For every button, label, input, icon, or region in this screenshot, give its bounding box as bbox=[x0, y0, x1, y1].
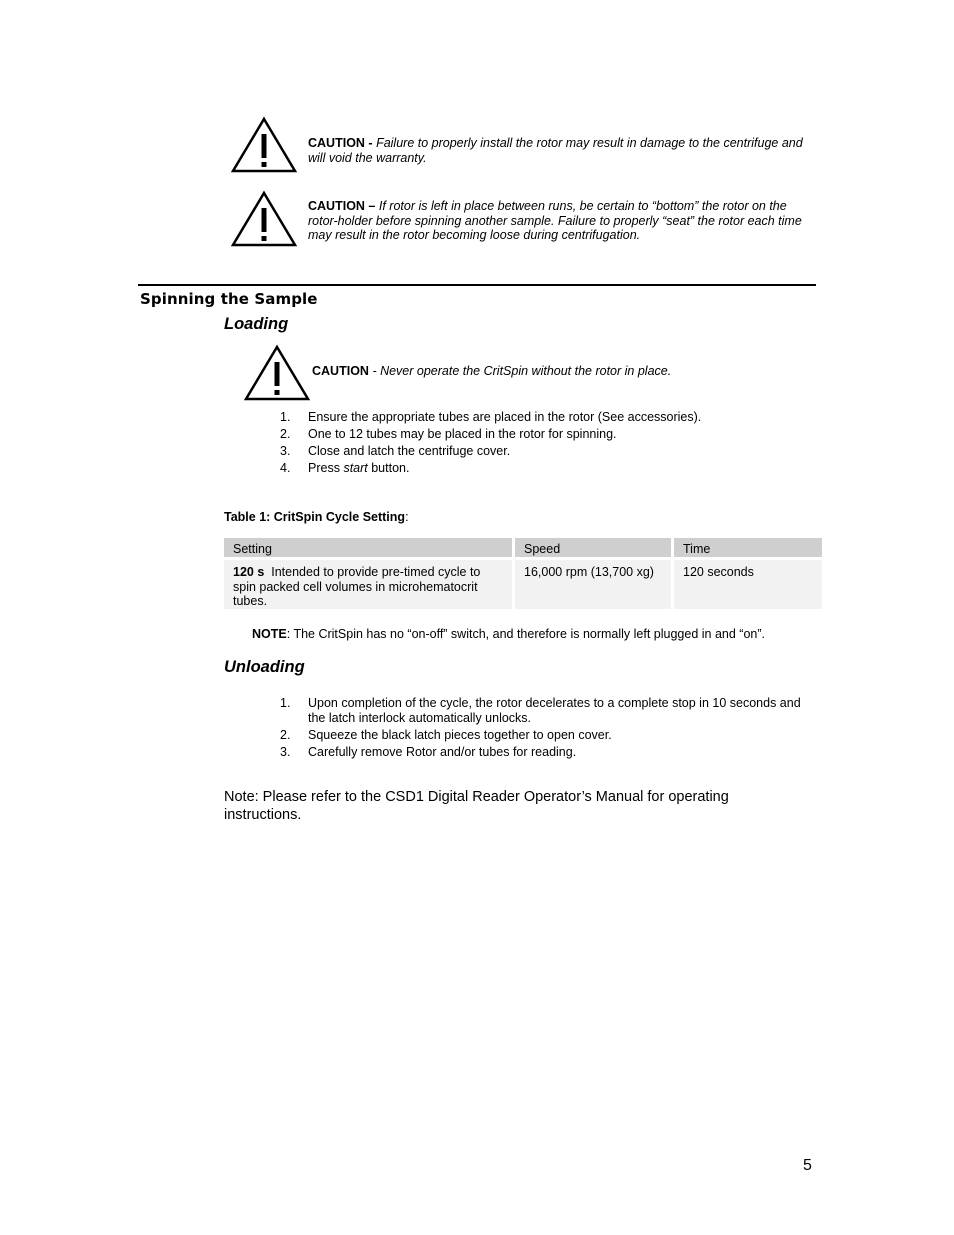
step-number: 2. bbox=[280, 427, 291, 441]
caution-text: If rotor is left in place between runs, be certain to “bottom” the rotor on the rotor-holder before spinning another sample. Failure to properly “seat” the rotor each time may result in the rotor becoming loose during centrifugation. bbox=[308, 199, 802, 242]
step-text-emphasis: start bbox=[343, 461, 368, 475]
step-text: Upon completion of the cycle, the rotor decelerates to a complete stop in 10 seconds and the latch interlock automatically unlocks. bbox=[308, 696, 801, 725]
table-caption-suffix: : bbox=[405, 510, 409, 524]
list-item bbox=[280, 410, 820, 425]
list-item bbox=[280, 745, 820, 760]
table-cell-setting bbox=[224, 560, 512, 609]
section-divider bbox=[138, 284, 816, 286]
list-item bbox=[280, 427, 820, 442]
section-title: Spinning the Sample bbox=[140, 290, 318, 308]
note-text: : The CritSpin has no “on-off” switch, and therefore is normally left plugged in and “on”. bbox=[286, 627, 765, 641]
step-text-post: button. bbox=[367, 461, 410, 475]
list-item bbox=[280, 461, 820, 476]
step-number: 4. bbox=[280, 461, 291, 475]
step-number: 3. bbox=[280, 444, 291, 458]
unloading-heading: Unloading bbox=[224, 658, 305, 676]
warning-triangle-icon bbox=[243, 344, 311, 402]
step-text: Close and latch the centrifuge cover. bbox=[308, 444, 511, 458]
warning-triangle-icon bbox=[230, 116, 298, 174]
table-cell-speed: 16,000 rpm (13,700 xg) bbox=[515, 560, 671, 609]
step-number: 1. bbox=[280, 410, 291, 424]
page-number: 5 bbox=[803, 1157, 812, 1174]
step-number: 1. bbox=[280, 696, 291, 710]
note bbox=[252, 627, 765, 641]
note-label: NOTE bbox=[252, 627, 287, 641]
list-item bbox=[280, 696, 820, 725]
step-number: 3. bbox=[280, 744, 291, 759]
table-caption bbox=[224, 510, 409, 524]
step-text: Ensure the appropriate tubes are placed in the rotor (See accessories). bbox=[308, 410, 702, 424]
table-cell-time: 120 seconds bbox=[674, 560, 822, 609]
step-number: 2. bbox=[280, 727, 291, 742]
caution-label: CAUTION - bbox=[308, 136, 373, 150]
table-caption-text: Table 1: CritSpin Cycle Setting bbox=[224, 510, 406, 524]
list-item bbox=[280, 444, 820, 459]
loading-heading: Loading bbox=[224, 315, 289, 333]
caution-label: CAUTION – bbox=[308, 199, 376, 213]
caution-text: - Never operate the CritSpin without the rotor in place. bbox=[372, 364, 672, 378]
step-text-pre: Press bbox=[308, 461, 344, 475]
caution-no-rotor bbox=[312, 364, 812, 379]
loading-steps bbox=[280, 410, 820, 478]
step-text: Carefully remove Rotor and/or tubes for reading. bbox=[308, 744, 577, 759]
setting-description: Intended to provide pre-timed cycle to spin packed cell volumes in microhematocrit tubes. bbox=[233, 565, 481, 608]
caution-text: Failure to properly install the rotor may result in damage to the centrifuge and will void the warranty. bbox=[308, 136, 803, 165]
list-item bbox=[280, 728, 820, 743]
table-header-speed: Speed bbox=[515, 538, 671, 557]
table-header-time: Time bbox=[674, 538, 822, 557]
unloading-steps bbox=[280, 696, 820, 762]
table-header-setting: Setting bbox=[224, 538, 512, 557]
warning-triangle-icon bbox=[230, 190, 298, 248]
caution-rotor-seat bbox=[308, 199, 808, 243]
final-note: Note: Please refer to the CSD1 Digital Reader Operator’s Manual for operating instructions. bbox=[224, 789, 729, 823]
caution-label: CAUTION bbox=[312, 364, 369, 378]
caution-rotor-install bbox=[308, 136, 813, 165]
setting-value: 120 s bbox=[233, 565, 265, 579]
step-text: Squeeze the black latch pieces together to open cover. bbox=[308, 727, 612, 742]
step-text: One to 12 tubes may be placed in the rotor for spinning. bbox=[308, 427, 617, 441]
